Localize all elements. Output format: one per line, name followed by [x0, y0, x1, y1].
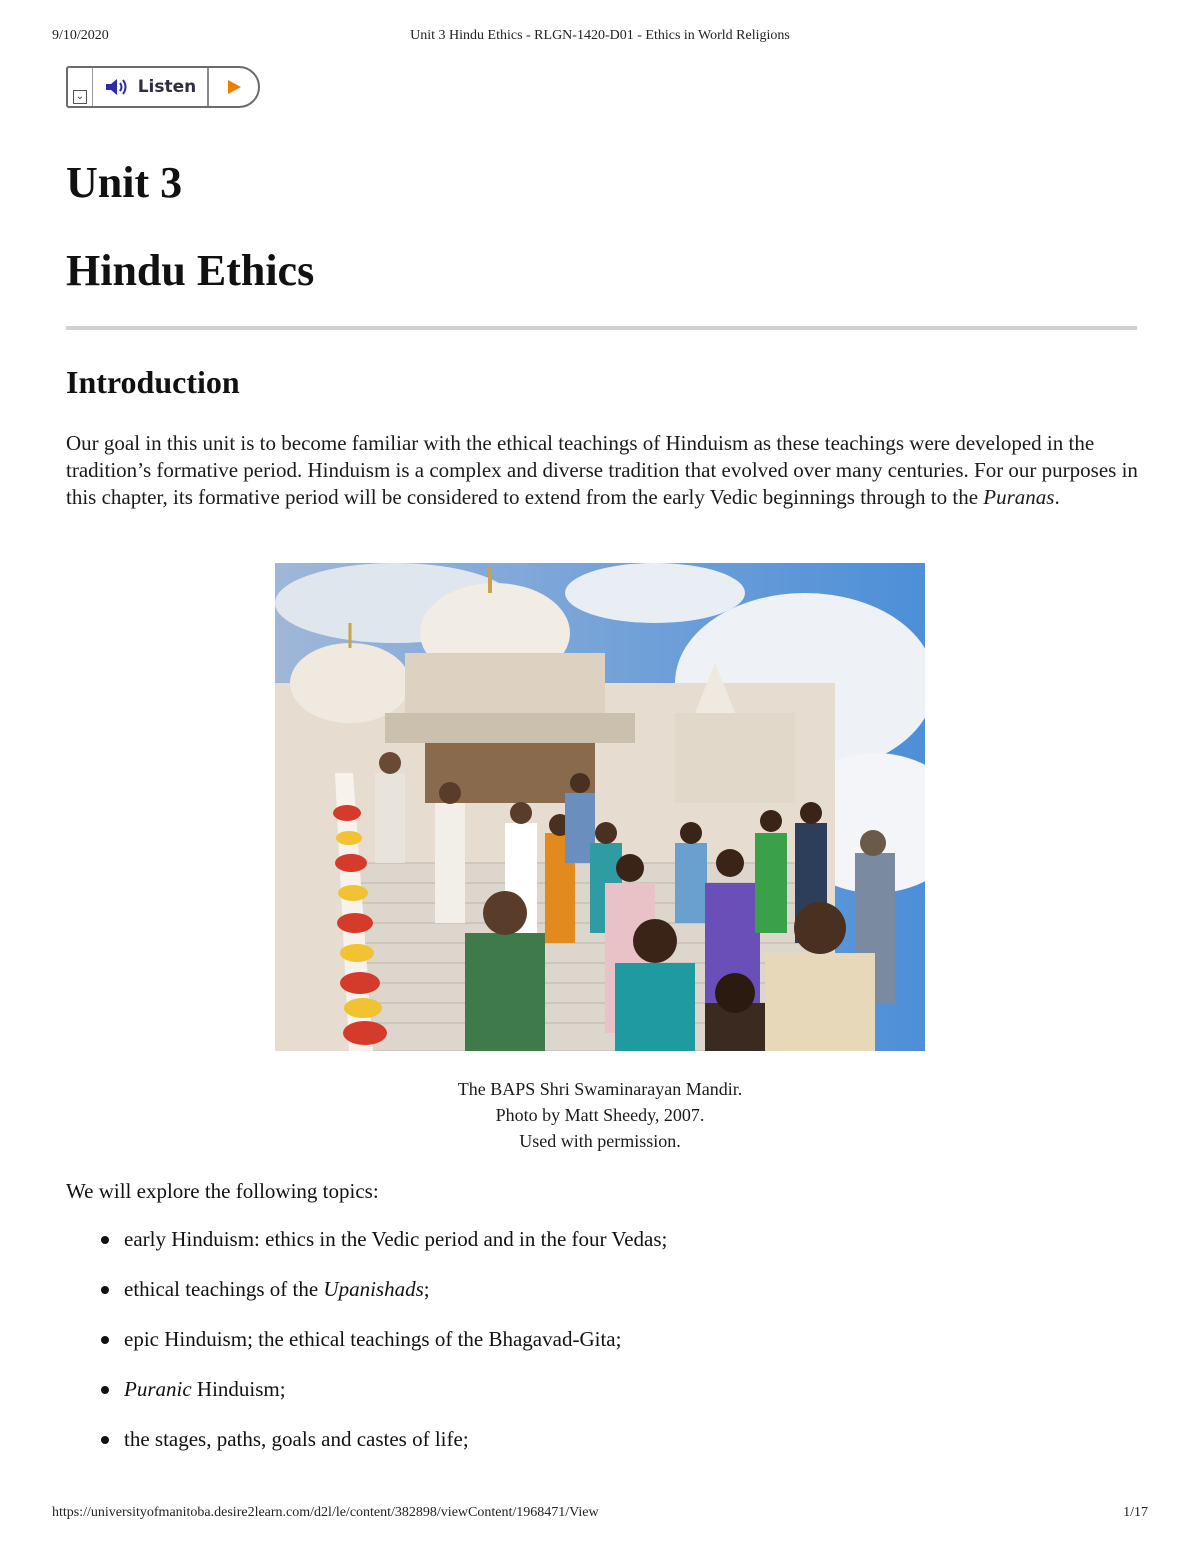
caption-line: Used with permission. [519, 1131, 681, 1151]
bullet-icon [101, 1336, 109, 1344]
listen-menu-toggle[interactable] [68, 68, 93, 106]
list-item [66, 1426, 1066, 1476]
print-footer [52, 1505, 1148, 1527]
page-number: 1/17 [1123, 1505, 1148, 1520]
list-item-text: the stages, paths, goals and castes of life; [124, 1427, 469, 1451]
print-page-title: Unit 3 Hindu Ethics - RLGN-1420-D01 - Ethics in World Religions [410, 28, 790, 43]
list-item-text-end: ; [423, 1277, 430, 1301]
photo-caption [300, 1076, 900, 1154]
intro-text: Our goal in this unit is to become familiar with the ethical teachings of Hinduism as these teachings were developed in the tradition’s formative period. Hinduism is a complex and diverse tradition that evolved over many centuries. For our purposes in this chapter, its formative period will be considered to extend from the early Vedic beginnings through to the [66, 431, 1138, 509]
play-button[interactable] [209, 68, 258, 106]
list-item [66, 1326, 1066, 1376]
temple-photo-illustration [275, 563, 925, 1051]
intro-italic: Puranas [983, 485, 1055, 509]
bullet-icon [101, 1436, 109, 1444]
list-item-italic: Upanishads [323, 1277, 424, 1301]
listen-widget [66, 66, 260, 108]
play-icon [225, 78, 243, 96]
speaker-icon [104, 76, 130, 98]
page-url[interactable]: https://universityofmanitoba.desire2learn.com/d2l/le/content/382898/viewContent/1968471/View [52, 1505, 599, 1520]
list-item [66, 1276, 1066, 1326]
divider [66, 326, 1137, 330]
caption-line: The BAPS Shri Swaminarayan Mandir. [457, 1079, 743, 1099]
caption-line: Photo by Matt Sheedy, 2007. [495, 1105, 705, 1125]
bullet-icon [101, 1236, 109, 1244]
listen-button[interactable] [93, 68, 209, 106]
unit-heading: Unit 3 [66, 158, 183, 207]
chevron-down-icon: ⌄ [73, 90, 87, 104]
list-item-text-end: Hinduism; [191, 1377, 286, 1401]
page-title: Hindu Ethics [66, 246, 315, 295]
intro-end: . [1054, 485, 1060, 509]
intro-paragraph [66, 430, 1141, 511]
topics-lead: We will explore the following topics: [66, 1179, 379, 1203]
list-item-text: early Hinduism: ethics in the Vedic period and in the four Vedas; [124, 1227, 668, 1251]
list-item-text: epic Hinduism; the ethical teachings of the Bhagavad-Gita; [124, 1327, 622, 1351]
list-item-text: ethical teachings of the [124, 1277, 324, 1301]
bullet-icon [101, 1286, 109, 1294]
list-item-italic: Puranic [124, 1377, 192, 1401]
temple-photo [275, 563, 925, 1051]
list-item [66, 1376, 1066, 1426]
print-header [52, 28, 1148, 50]
bullet-icon [101, 1386, 109, 1394]
list-item [66, 1226, 1066, 1276]
section-heading: Introduction [66, 364, 240, 400]
listen-label: Listen [137, 77, 197, 97]
print-date: 9/10/2020 [52, 28, 109, 43]
topics-list [66, 1226, 1066, 1476]
